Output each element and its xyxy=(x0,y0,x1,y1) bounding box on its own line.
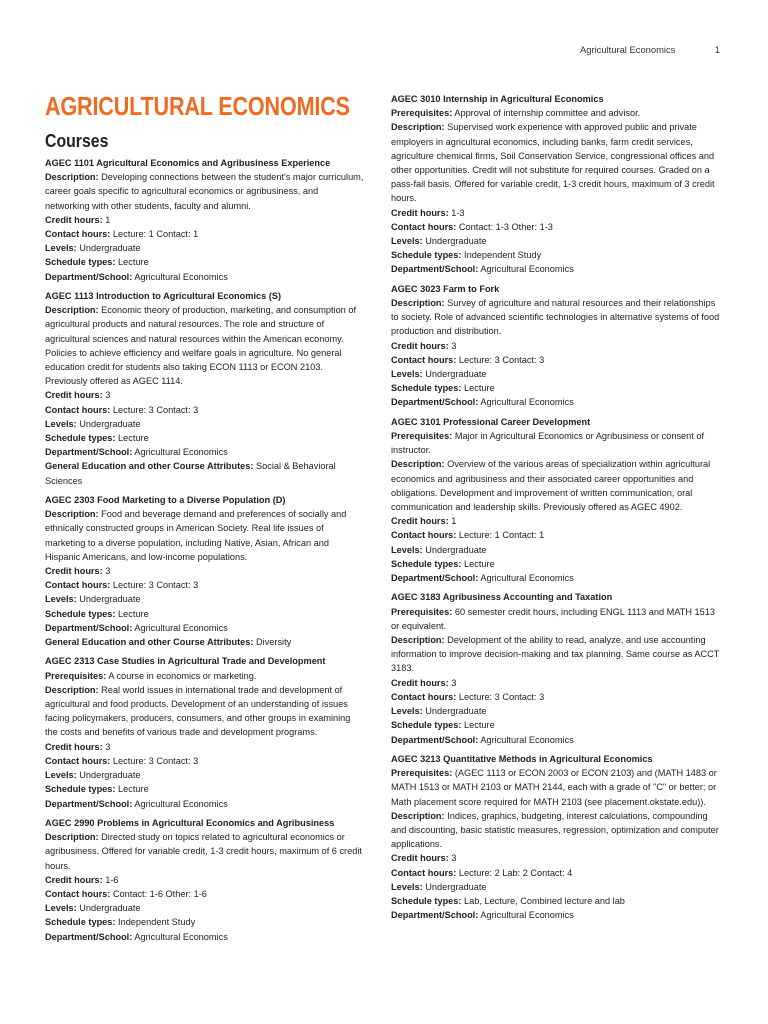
schedule-label: Schedule types: xyxy=(391,558,462,569)
department-label: Department/School: xyxy=(391,397,479,408)
credit-label: Credit hours: xyxy=(45,390,103,401)
prerequisites-label: Prerequisites: xyxy=(391,606,453,617)
department-value: Agricultural Economics xyxy=(480,734,574,745)
department-label: Department/School: xyxy=(45,271,133,282)
contact-label: Contact hours: xyxy=(391,867,457,878)
left-column xyxy=(45,156,365,949)
credit-value: 3 xyxy=(451,853,457,864)
credit-value: 1 xyxy=(105,214,111,225)
department-value: Agricultural Economics xyxy=(134,622,228,633)
credit-hours xyxy=(45,388,365,402)
schedule-value: Independent Study xyxy=(118,917,196,928)
description-text: Supervised work experience with approved public and private employers in agricultural economics, including banks, farm credit services, agriculture chemical firms, Soil Conservation Service, congressional offices and other opportunities. Credit will not substitute for required courses. Graded on a pass-fail basis. Offered for variable credit, 1-3 credit hours, maximum of 3 credit hours. xyxy=(391,122,715,204)
course-prerequisites xyxy=(391,605,721,633)
right-column xyxy=(391,92,721,928)
gen-ed-label: General Education and other Course Attributes: xyxy=(45,637,254,648)
credit-label: Credit hours: xyxy=(391,207,449,218)
prerequisites-label: Prerequisites: xyxy=(391,108,453,119)
credit-label: Credit hours: xyxy=(45,566,103,577)
schedule-types xyxy=(45,915,365,929)
gen-ed-attributes xyxy=(45,635,365,649)
prerequisites-text: Approval of internship committee and advisor. xyxy=(454,108,641,119)
description-label: Description: xyxy=(45,305,99,316)
schedule-label: Schedule types: xyxy=(45,917,116,928)
levels-label: Levels: xyxy=(45,243,77,254)
contact-value: Lecture: 3 Contact: 3 xyxy=(458,691,545,702)
prerequisites-text: 60 semester credit hours, including ENGL 1113 and MATH 1513 or equivalent. xyxy=(391,606,715,631)
description-label: Description: xyxy=(45,172,99,183)
levels-value: Undergraduate xyxy=(79,243,141,254)
department-label: Department/School: xyxy=(391,264,479,275)
running-header xyxy=(580,44,720,55)
contact-value: Lecture: 2 Lab: 2 Contact: 4 xyxy=(458,867,573,878)
department-value: Agricultural Economics xyxy=(134,931,228,942)
department xyxy=(45,930,365,944)
course-prerequisites xyxy=(391,766,721,809)
schedule-types xyxy=(391,381,721,395)
course-description xyxy=(45,170,365,213)
levels-label: Levels: xyxy=(391,369,423,380)
course-title: AGEC 2313 Case Studies in Agricultural Trade and Development xyxy=(45,656,326,667)
schedule-value: Lecture xyxy=(464,558,495,569)
contact-hours xyxy=(391,528,721,542)
course-title: AGEC 1113 Introduction to Agricultural Economics (S) xyxy=(45,291,282,302)
department-value: Agricultural Economics xyxy=(480,573,574,584)
schedule-label: Schedule types: xyxy=(391,895,462,906)
gen-ed-value: Diversity xyxy=(256,637,292,648)
contact-value: Lecture: 3 Contact: 3 xyxy=(458,354,545,365)
department xyxy=(45,621,365,635)
schedule-value: Lecture xyxy=(464,720,495,731)
schedule-types xyxy=(45,607,365,621)
schedule-value: Lecture xyxy=(118,608,149,619)
credit-value: 1-6 xyxy=(105,874,119,885)
course-entry xyxy=(45,816,365,944)
course-entry xyxy=(45,493,365,649)
contact-hours xyxy=(391,690,721,704)
course-description xyxy=(391,457,721,514)
contact-hours xyxy=(391,220,721,234)
levels-value: Undergraduate xyxy=(425,236,487,247)
contact-hours xyxy=(45,227,365,241)
gen-ed-value: Social & Behavioral Sciences xyxy=(45,461,336,486)
contact-value: Lecture: 1 Contact: 1 xyxy=(112,229,199,240)
levels xyxy=(391,543,721,557)
levels-label: Levels: xyxy=(45,594,77,605)
levels xyxy=(45,901,365,915)
levels-label: Levels: xyxy=(45,903,77,914)
contact-value: Lecture: 1 Contact: 1 xyxy=(458,530,545,541)
contact-value: Lecture: 3 Contact: 3 xyxy=(112,580,199,591)
levels-value: Undergraduate xyxy=(79,594,141,605)
course-prerequisites xyxy=(391,106,721,120)
schedule-label: Schedule types: xyxy=(45,784,116,795)
description-label: Description: xyxy=(391,810,445,821)
course-description xyxy=(45,303,365,388)
prerequisites-text: A course in economics or marketing. xyxy=(108,670,257,681)
credit-hours xyxy=(45,213,365,227)
schedule-label: Schedule types: xyxy=(391,383,462,394)
description-label: Description: xyxy=(45,509,99,520)
schedule-value: Independent Study xyxy=(464,250,542,261)
levels xyxy=(391,234,721,248)
levels-value: Undergraduate xyxy=(425,706,487,717)
schedule-value: Lab, Lecture, Combined lecture and lab xyxy=(464,895,625,906)
contact-label: Contact hours: xyxy=(391,530,457,541)
course-entry xyxy=(391,282,721,410)
course-description xyxy=(391,633,721,676)
credit-value: 3 xyxy=(105,741,111,752)
prerequisites-label: Prerequisites: xyxy=(45,670,107,681)
credit-hours xyxy=(391,851,721,865)
course-description xyxy=(391,809,721,852)
contact-label: Contact hours: xyxy=(45,580,111,591)
description-label: Description: xyxy=(391,635,445,646)
department-label: Department/School: xyxy=(45,798,133,809)
levels-value: Undergraduate xyxy=(425,369,487,380)
credit-label: Credit hours: xyxy=(45,741,103,752)
credit-hours xyxy=(45,740,365,754)
department xyxy=(391,262,721,276)
course-title: AGEC 2990 Problems in Agricultural Economics and Agribusiness xyxy=(45,817,335,828)
schedule-value: Lecture xyxy=(464,383,495,394)
levels-label: Levels: xyxy=(391,236,423,247)
course-title: AGEC 1101 Agricultural Economics and Agribusiness Experience xyxy=(45,158,331,168)
description-text: Development of the ability to read, analyze, and use accounting information to improve decision-making and tax planning. Same course as ACCT 3183. xyxy=(391,635,720,674)
schedule-label: Schedule types: xyxy=(391,250,462,261)
credit-value: 3 xyxy=(451,340,457,351)
levels-value: Undergraduate xyxy=(79,418,141,429)
description-label: Description: xyxy=(391,122,445,133)
credit-label: Credit hours: xyxy=(45,874,103,885)
credit-value: 1-3 xyxy=(451,207,465,218)
course-title: AGEC 3010 Internship in Agricultural Economics xyxy=(391,94,604,104)
department-label: Department/School: xyxy=(45,931,133,942)
department-value: Agricultural Economics xyxy=(134,447,228,458)
contact-label: Contact hours: xyxy=(391,691,457,702)
course-entry xyxy=(391,752,721,922)
contact-hours xyxy=(391,866,721,880)
course-title: AGEC 3183 Agribusiness Accounting and Taxation xyxy=(391,592,613,603)
course-description xyxy=(45,507,365,564)
description-text: Survey of agriculture and natural resources and their relationships to society. Role of advanced scientific technologies in alternative systems of food production and distribution. xyxy=(391,298,720,337)
running-title: Agricultural Economics xyxy=(580,44,676,55)
schedule-value: Lecture xyxy=(118,433,149,444)
contact-label: Contact hours: xyxy=(391,354,457,365)
contact-hours xyxy=(45,887,365,901)
description-text: Developing connections between the student's major curriculum, career goals specific to agricultural economics or agribusiness, and networking with other students, faculty and alumni. xyxy=(45,172,364,211)
credit-label: Credit hours: xyxy=(391,516,449,527)
department-label: Department/School: xyxy=(391,734,479,745)
schedule-types xyxy=(391,248,721,262)
department-value: Agricultural Economics xyxy=(480,910,574,921)
credit-value: 3 xyxy=(105,390,111,401)
department xyxy=(391,733,721,747)
gen-ed-attributes xyxy=(45,459,365,487)
course-title: AGEC 2303 Food Marketing to a Diverse Population (D) xyxy=(45,495,286,506)
credit-hours xyxy=(391,206,721,220)
course-description xyxy=(391,296,721,339)
schedule-value: Lecture xyxy=(118,784,149,795)
description-label: Description: xyxy=(391,459,445,470)
levels xyxy=(45,241,365,255)
contact-value: Contact: 1-6 Other: 1-6 xyxy=(112,888,207,899)
description-text: Indices, graphics, budgeting, interest calculations, compounding and discounting, basic statistic measures, regression, optimization and computer applications. xyxy=(391,810,719,850)
course-entry xyxy=(391,590,721,746)
levels-label: Levels: xyxy=(391,544,423,555)
levels-value: Undergraduate xyxy=(79,770,141,781)
credit-hours xyxy=(391,676,721,690)
course-description xyxy=(391,120,721,205)
description-text: Food and beverage demand and preferences of socially and ethnically constructed groups in American Society. Real life issues of marketing to a diverse population, including Native, Asian, African and Hispanic Americans, and low-income populations. xyxy=(45,509,347,562)
prerequisites-label: Prerequisites: xyxy=(391,768,453,779)
levels xyxy=(45,417,365,431)
course-prerequisites xyxy=(391,429,721,457)
department xyxy=(45,797,365,811)
contact-label: Contact hours: xyxy=(45,404,111,415)
course-title: AGEC 3213 Quantitative Methods in Agricultural Economics xyxy=(391,753,653,764)
schedule-label: Schedule types: xyxy=(45,608,116,619)
course-title: AGEC 3023 Farm to Fork xyxy=(391,283,500,294)
schedule-types xyxy=(391,894,721,908)
credit-value: 3 xyxy=(451,677,457,688)
page-title: AGRICULTURAL ECONOMICS xyxy=(45,91,350,121)
course-entry xyxy=(45,289,365,488)
levels xyxy=(45,592,365,606)
section-title: Courses xyxy=(45,131,109,151)
schedule-label: Schedule types: xyxy=(45,257,116,268)
department-value: Agricultural Economics xyxy=(134,798,228,809)
schedule-value: Lecture xyxy=(118,257,149,268)
credit-value: 1 xyxy=(451,516,457,527)
credit-hours xyxy=(45,873,365,887)
levels-value: Undergraduate xyxy=(79,903,141,914)
credit-label: Credit hours: xyxy=(391,340,449,351)
contact-label: Contact hours: xyxy=(391,221,457,232)
levels-value: Undergraduate xyxy=(425,544,487,555)
schedule-types xyxy=(391,718,721,732)
department-value: Agricultural Economics xyxy=(134,271,228,282)
department-label: Department/School: xyxy=(45,622,133,633)
levels-label: Levels: xyxy=(391,881,423,892)
prerequisites-label: Prerequisites: xyxy=(391,431,453,442)
schedule-label: Schedule types: xyxy=(45,433,116,444)
schedule-types xyxy=(45,255,365,269)
credit-label: Credit hours: xyxy=(45,214,103,225)
prerequisites-text: (AGEC 1113 or ECON 2003 or ECON 2103) and (MATH 1483 or MATH 1513 or MATH 2103 or MATH 2144, each with a grade of "C" or better; or Math placement score required for MATH 2103 (see placement.okstate.edu)). xyxy=(391,768,717,807)
credit-label: Credit hours: xyxy=(391,677,449,688)
levels xyxy=(45,768,365,782)
levels xyxy=(391,880,721,894)
prerequisites-text: Major in Agricultural Economics or Agribusiness or consent of instructor. xyxy=(391,431,705,456)
description-label: Description: xyxy=(45,684,99,695)
contact-value: Lecture: 3 Contact: 3 xyxy=(112,404,199,415)
credit-label: Credit hours: xyxy=(391,853,449,864)
levels-label: Levels: xyxy=(45,770,77,781)
department-label: Department/School: xyxy=(391,573,479,584)
course-entry xyxy=(45,156,365,284)
course-description xyxy=(45,683,365,740)
contact-value: Lecture: 3 Contact: 3 xyxy=(112,755,199,766)
department xyxy=(391,571,721,585)
course-prerequisites xyxy=(45,669,365,683)
description-text: Directed study on topics related to agricultural economics or agribusiness. Offered for variable credit, 1-3 credit hours, maximum of 6 credit hours. xyxy=(45,832,362,871)
contact-label: Contact hours: xyxy=(45,755,111,766)
schedule-types xyxy=(45,782,365,796)
description-text: Economic theory of production, marketing, and consumption of agricultural products and natural resources. The role and structure of agricultural sciences and natural resources within the American economy. Policies to achieve efficiency and welfare goals in agriculture. No general education credit for students also taking ECON 1113 or ECON 2103. Previously offered as AGEC 1114. xyxy=(45,305,357,387)
department-label: Department/School: xyxy=(391,910,479,921)
course-entry xyxy=(391,415,721,585)
levels-value: Undergraduate xyxy=(425,881,487,892)
contact-value: Contact: 1-3 Other: 1-3 xyxy=(458,221,553,232)
course-entry xyxy=(45,654,365,810)
description-text: Real world issues in international trade and development of agricultural and food products. Development of an understanding of issues facing policymakers, producers, consumers, and other groups in examining the costs and benefits of various trade and development programs. xyxy=(45,684,351,738)
contact-hours xyxy=(45,578,365,592)
schedule-types xyxy=(45,431,365,445)
levels-label: Levels: xyxy=(45,418,77,429)
department xyxy=(391,395,721,409)
page-number: 1 xyxy=(714,44,720,55)
credit-hours xyxy=(391,339,721,353)
credit-hours xyxy=(391,514,721,528)
department-value: Agricultural Economics xyxy=(480,264,574,275)
department-label: Department/School: xyxy=(45,447,133,458)
schedule-types xyxy=(391,557,721,571)
gen-ed-label: General Education and other Course Attributes: xyxy=(45,461,254,472)
course-entry xyxy=(391,92,721,277)
course-description xyxy=(45,830,365,873)
contact-hours xyxy=(391,353,721,367)
credit-value: 3 xyxy=(105,566,111,577)
department xyxy=(45,270,365,284)
course-title: AGEC 3101 Professional Career Development xyxy=(391,416,591,427)
description-label: Description: xyxy=(45,832,99,843)
schedule-label: Schedule types: xyxy=(391,720,462,731)
contact-hours xyxy=(45,754,365,768)
levels xyxy=(391,367,721,381)
description-label: Description: xyxy=(391,298,445,309)
description-text: Overview of the various areas of specialization within agricultural economics and agribusiness and their associated career opportunities and obligations. Development and improvement of written communication, oral communication and leadership skills. Previously offered as AGEC 4902. xyxy=(391,459,711,513)
department-value: Agricultural Economics xyxy=(480,397,574,408)
contact-label: Contact hours: xyxy=(45,229,111,240)
contact-label: Contact hours: xyxy=(45,888,111,899)
contact-hours xyxy=(45,403,365,417)
department xyxy=(45,445,365,459)
levels xyxy=(391,704,721,718)
credit-hours xyxy=(45,564,365,578)
levels-label: Levels: xyxy=(391,706,423,717)
department xyxy=(391,908,721,922)
